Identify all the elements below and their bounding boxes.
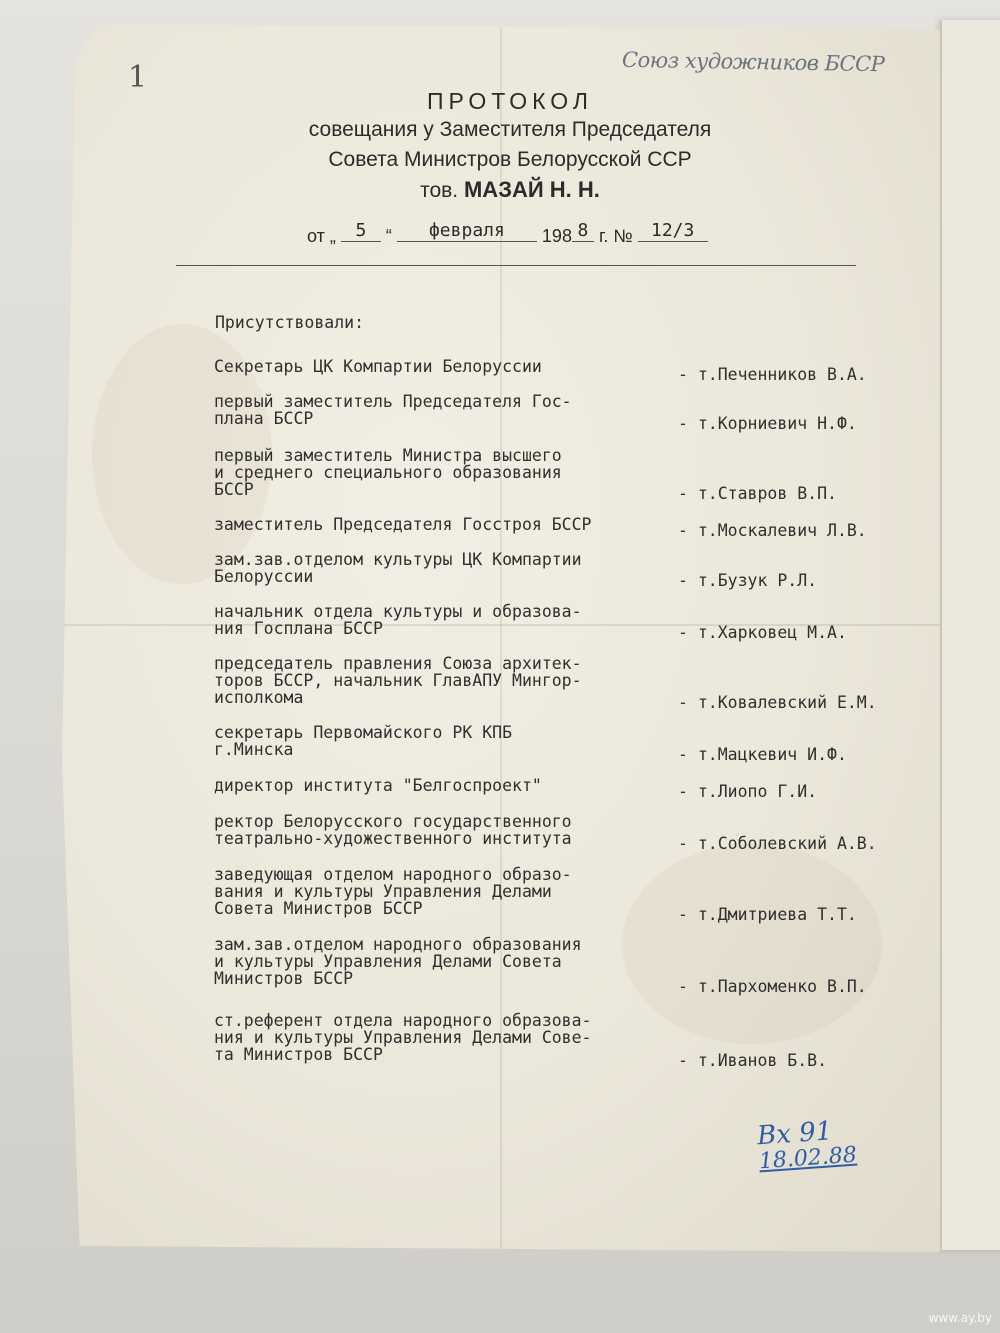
subtitle-line-2: Совета Министров Белорусской ССР bbox=[328, 148, 692, 171]
handwritten-registration-note bbox=[756, 1117, 857, 1176]
attendee-name: - т.Пархоменко В.П. bbox=[678, 977, 867, 996]
date-day: 5 bbox=[341, 220, 381, 242]
date-month: февраля bbox=[397, 220, 537, 242]
attendee-role: зам.зав.отделом народного образования и культуры Управления Делами Совета Министров БССР bbox=[214, 935, 582, 988]
attendee-role: ректор Белорусского государственного театрально-художественного института bbox=[214, 812, 572, 848]
attendee-role: первый заместитель Председателя Гос- плана БССР bbox=[214, 392, 572, 428]
attendee-role: зам.зав.отделом культуры ЦК Компартии Белоруссии bbox=[214, 550, 582, 586]
header-divider bbox=[176, 265, 856, 266]
date-prefix: от „ bbox=[307, 226, 336, 246]
protocol-number: 12/3 bbox=[638, 220, 708, 242]
attendee-name: - т.Лиопо Г.И. bbox=[678, 782, 818, 801]
attendee-role: секретарь Первомайского РК КПБ г.Минска bbox=[214, 723, 513, 759]
attendee-name: - т.Иванов Б.В. bbox=[678, 1051, 828, 1070]
attendee-name: - т.Ставров В.П. bbox=[678, 484, 837, 503]
registration-number: Вх 91 bbox=[756, 1116, 834, 1152]
document-title: ПРОТОКОЛ bbox=[426, 88, 594, 114]
official-name-line bbox=[220, 175, 800, 206]
attendee-role: первый заместитель Министра высшего и среднего специального образования БССР bbox=[214, 446, 562, 499]
adjacent-sheet-edge bbox=[940, 20, 1000, 1250]
date-number-label: г. № bbox=[598, 226, 633, 246]
attendee-name: - т.Ковалевский Е.М. bbox=[678, 693, 877, 712]
date-year-prefix: 198 bbox=[541, 226, 572, 246]
attendee-role: директор института "Белгоспроект" bbox=[214, 776, 542, 795]
attendee-role: ст.референт отдела народного образова- ния и культуры Управления Делами Сове- та Министров БССР bbox=[214, 1011, 592, 1064]
date-year-digit: 8 bbox=[572, 220, 594, 242]
paper-stain bbox=[622, 844, 882, 1044]
site-watermark: www.ay.by bbox=[928, 1311, 992, 1325]
attendee-name: - т.Дмитриева Т.Т. bbox=[678, 905, 857, 924]
present-label: Присутствовали: bbox=[215, 313, 365, 332]
attendee-role: Секретарь ЦК Компартии Белоруссии bbox=[214, 357, 542, 376]
registration-date: 18.02.88 bbox=[758, 1142, 858, 1175]
attendee-role: заведующая отделом народного образо- вания и культуры Управления Делами Совета Министров БССР bbox=[214, 865, 572, 918]
attendee-name: - т.Корниевич Н.Ф. bbox=[678, 414, 857, 433]
attendee-name: - т.Печенников В.А. bbox=[678, 365, 867, 384]
date-quote-close: “ bbox=[385, 226, 392, 246]
handwritten-top-note: Союз художников БССР bbox=[621, 47, 885, 77]
attendee-role: начальник отдела культуры и образова- ния Госплана БССР bbox=[214, 602, 582, 638]
attendee-name: - т.Харковец М.А. bbox=[678, 623, 847, 642]
attendee-name: - т.Соболевский А.В. bbox=[678, 834, 877, 853]
attendee-name: - т.Мацкевич И.Ф. bbox=[678, 745, 847, 764]
attendee-role: председатель правления Союза архитек- торов БССР, начальник ГлавАПУ Мингор- исполкома bbox=[214, 654, 582, 707]
attendee-name: - т.Москалевич Л.В. bbox=[678, 521, 867, 540]
date-line bbox=[307, 220, 708, 248]
official-name: МАЗАЙ Н. Н. bbox=[463, 177, 600, 202]
attendee-name: - т.Бузук Р.Л. bbox=[678, 571, 818, 590]
protocol-header bbox=[220, 88, 800, 206]
name-prefix: тов. bbox=[420, 179, 459, 202]
attendee-role: заместитель Председателя Госстроя БССР bbox=[214, 515, 592, 534]
subtitle-line-1: совещания у Заместителя Председателя bbox=[308, 118, 712, 141]
vertical-fold-line bbox=[500, 24, 502, 1252]
corner-pencil-mark: 1 bbox=[128, 60, 148, 95]
